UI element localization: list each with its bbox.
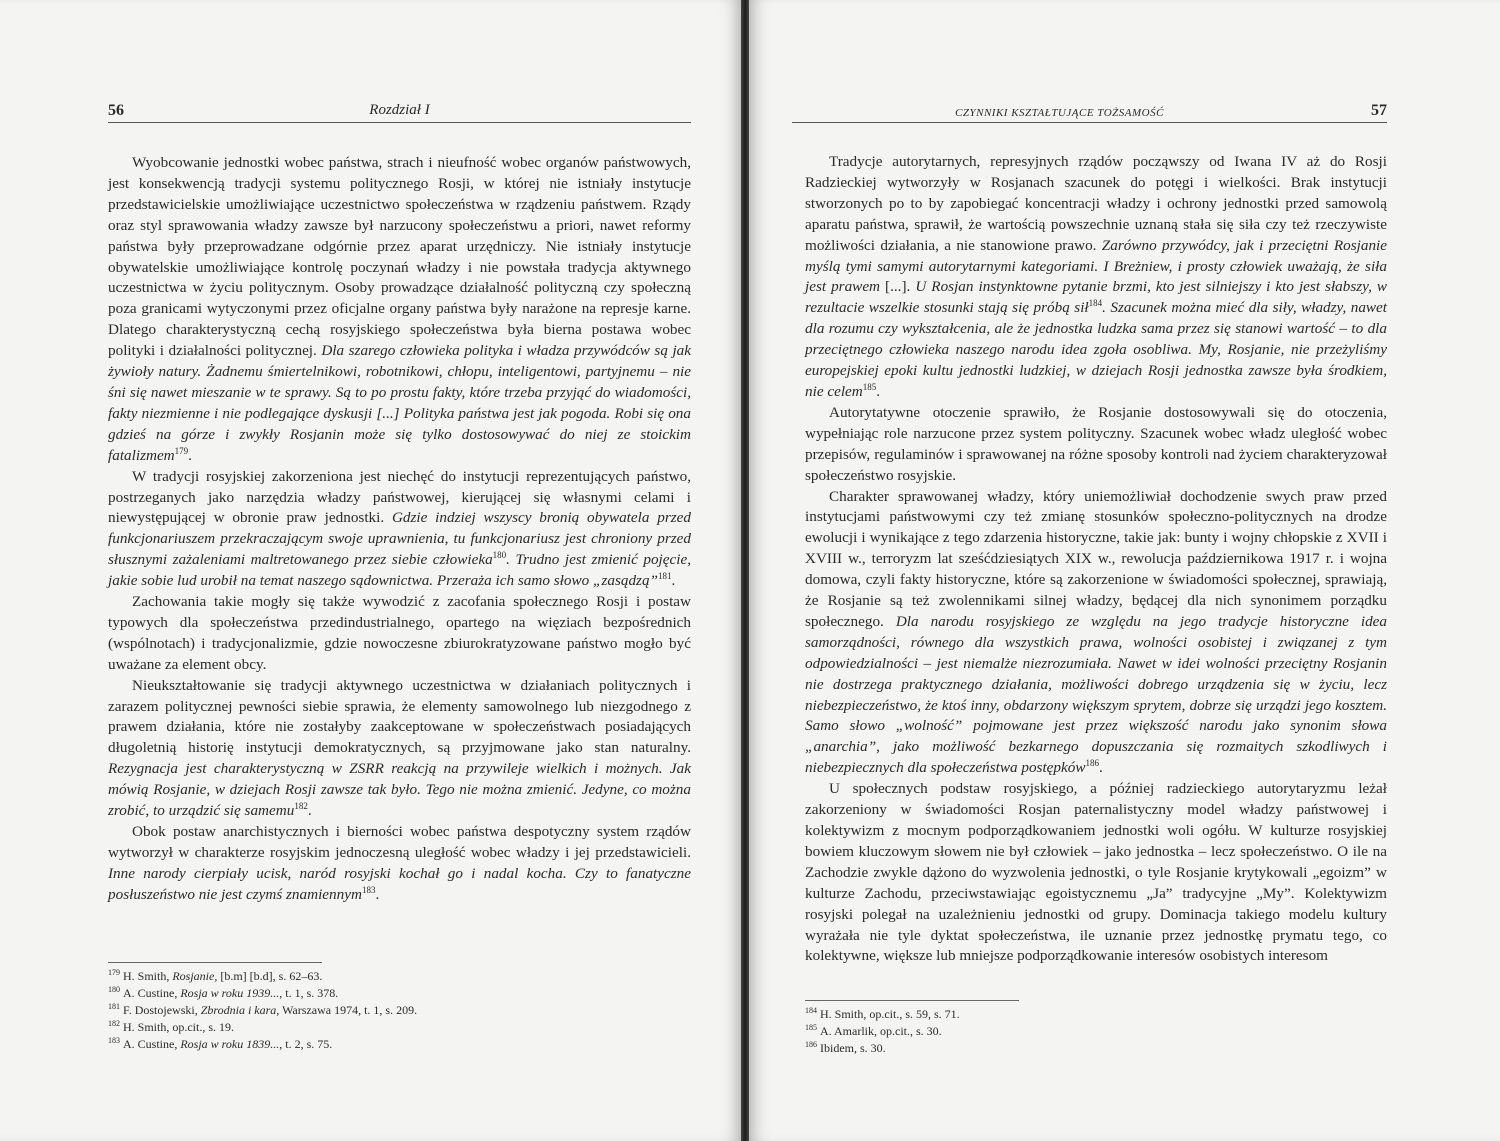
text-run: A. Amarlik, op.cit., s. 30. [820, 1023, 942, 1038]
left-footnote-rule [108, 962, 322, 963]
italic-quote-run: Dla szarego człowieka polityka i władza przywódców są jak żywioły natury. Żadnemu śmiertelnikowi, robotnikowi, chłopu, inteligentowi, partyjnemu – nie śni się nawet mieszanie w te sprawy. Są to po prostu fakty, które trzeba przyjąć do wiadomości, fakty niezmienne i nie podlegające dyskusji [...] Polityka państwa jest jak pogoda. Robi się ona gdzieś na górze i zwykły Rosjanin może się tylko dostosowywać do niej ze stoickim fatalizmem [108, 342, 691, 464]
book-spine [741, 0, 749, 1141]
right-running-head: CZYNNIKI KSZTAŁTUJĄCE TOŻSAMOŚĆ [955, 107, 1164, 119]
text-run: . [188, 446, 192, 464]
italic-quote-run: U Rosjan instynktowne pytanie brzmi, kto jest silniejszy i kto jest słabszy, w rezultacie wszelkie stosunki stają się próbą sił [805, 278, 1387, 317]
text-run: , t. 2, s. 75. [279, 1036, 333, 1051]
footnote-ref: 181 [108, 1001, 120, 1011]
footnote-ref: 184 [1088, 298, 1103, 309]
text-run: Tradycje autorytarnych, represyjnych rządów począwszy od Iwana IV aż do Rosji Radzieckiej wytworzyły w Rosjanach szacunek do potęgi i wielkości. Brak instytucji stworzonych po to by zapobiegać koncentracji władzy i ochrony jednostki przed samowolą aparatu państwa, sprawił, że wartością powszechnie uznaną stała się siła czy też rzeczywiste możliwości działania, a nie stanowione prawo. [805, 153, 1387, 254]
italic-quote-run: . Szacunek można mieć dla siły, władzy, nawet dla rozumu czy wykształcenia, ale że jednostka ludzka sama przez się stanowi wartość – to dla przeciętnego człowieka naszego narodu idea zgoła osobliwa. My, Rosjanie, nie przeżyliśmy europejskiej epoki kultu jednostki ludzkiej, w dziejach Rosji jednostka zawsze była środkiem, nie celem [805, 299, 1388, 400]
footnote [805, 1006, 1387, 1023]
text-run: . [876, 382, 881, 400]
italic-quote-run: Zbrodnia i kara [200, 1002, 277, 1017]
footnote-ref: 185 [862, 381, 877, 392]
text-run: H. Smith, op.cit., s. 59, s. 71. [820, 1007, 960, 1021]
italic-quote-run: Rosja w roku 1839... [180, 1036, 280, 1051]
right-footnotes [805, 1006, 1387, 1057]
footnote [108, 1036, 691, 1053]
paragraph [805, 487, 1387, 780]
paragraph [805, 779, 1387, 967]
text-run: . [375, 885, 380, 903]
text-run: Ibidem, s. 30. [820, 1040, 886, 1055]
italic-quote-run: Rosjanie [172, 969, 215, 983]
footnote-ref: 186 [1085, 758, 1099, 769]
paragraph [108, 822, 691, 906]
footnote [805, 1040, 1387, 1057]
footnote [108, 968, 691, 985]
text-run: , [b.m] [b.d], s. 62–63. [214, 969, 323, 983]
paragraph [108, 592, 691, 676]
italic-quote-run: Rezygnacja jest charakterystyczną w ZSRR reakcją na przywileje wielkich i możnych. Jak mówią Rosjanie, w dziejach Rosji zawsze tak było. Tego nie można zmienić. Jedyne, co można zrobić, to urządzić się samemu [108, 760, 691, 820]
right-page-number: 57 [1371, 102, 1387, 119]
right-page-header [792, 100, 1387, 123]
footnote-ref: 182 [108, 1018, 120, 1028]
text-run: Zachowania takie mogły się także wywodzić z zacofania społecznego Rosji i postaw typowych dla społeczeństwa przedindustrialnego, opartego na więziach bezpośrednich (wspólnotach) i tradycjonalizmie, gdzie nowoczesne zbiurokratyzowane państwo mogło być uważane za element obcy. [108, 593, 691, 673]
text-run: , Warszawa 1974, t. 1, s. 209. [276, 1002, 418, 1017]
italic-quote-run: Inne narody cierpiały ucisk, naród rosyjski kochał go i nadal kocha. Czy to fanatyczne posłuszeństwo nie jest czymś znamiennym [108, 864, 691, 903]
left-page-header [108, 100, 691, 123]
text-run: H. Smith, op.cit., s. 19. [123, 1019, 235, 1034]
footnote [805, 1023, 1387, 1040]
paragraph [108, 467, 691, 592]
italic-quote-run: Rosja w roku 1939... [180, 985, 280, 1000]
footnote-ref: 184 [805, 1006, 817, 1015]
footnote [108, 1019, 691, 1036]
footnote [108, 1002, 691, 1019]
text-run: Nieukształtowanie się tradycji aktywnego uczestnictwa w działaniach politycznych i zarazem politycznej pewności siebie sprawia, że elementy samowolnego lub niezgodnego z prawem działania, które nie zostałyby zaakceptowane w społeczeństwach posiadających długoletnią historię instytucji demokratycznych, są przyjmowane jako stan naturalny. [108, 676, 691, 757]
footnote-ref: 181 [658, 571, 672, 582]
text-run: Obok postaw anarchistycznych i bierności wobec państwa despotyczny system rządów wytworzył w charakterze rosyjskim jednoczesną uległość wobec władzy i jej przedstawicieli. [108, 823, 691, 861]
footnote-ref: 182 [294, 801, 308, 812]
text-run: Charakter sprawowanej władzy, który uniemożliwiał dochodzenie swych praw przed instytucjami państwowymi czy też zmianę stosunków społeczno-politycznych na drodze ewolucji i wynikające z tego zdarzenia historyczne, takie jak: bunty i wojny chłopskie z XVII i XVIII w., terroryzm lat sześćdziesiątych XIX w., rewolucja październikowa 1917 r. i wojna domowa, czyli fakty historyczne, które są zakorzenione w świadomości społecznej, sprawiają, że Rosjanie są też zwolennikami silnej władzy, będącej dla nich synonimem porządku społecznego. [805, 487, 1387, 630]
left-page-body [108, 153, 691, 906]
footnote-ref: 179 [108, 968, 120, 977]
text-run: . [1099, 759, 1103, 777]
text-run: [...]. [880, 278, 916, 296]
footnote-ref: 186 [805, 1039, 817, 1049]
text-run: Wyobcowanie jednostki wobec państwa, strach i nieufność wobec organów państwowych, jest konsekwencją tradycji systemu politycznego Rosji, w której nie istniały instytucje przedstawicielskie umożliwiające uczestnictwo społeczeństwa w rządzeniu państwem. Rządy oraz styl sprawowania władzy zawsze był narzucony społeczeństwu a priori, nawet reformy państwa były przeprowadzane odgórnie przez aparat urzędniczy. Nie istniały instytucje obywatelskie umożliwiające kontrolę poczynań władzy i nie powstała tradycja aktywnego uczestnictwa w życiu politycznym. Osoby prowadzące działalność polityczną czy społeczną poza granicami wytyczonymi przez oficjalne organy państwa były narażone na represje karne. Dlatego charakterystyczną cechą rosyjskiego społeczeństwa była bierna postawa wobec polityki i działalności politycznej. [108, 154, 691, 360]
left-page-number: 56 [108, 102, 124, 119]
right-page-body [805, 152, 1387, 967]
paragraph [805, 152, 1387, 403]
text-run: , t. 1, s. 378. [279, 985, 339, 1000]
footnote-ref: 183 [361, 884, 376, 895]
text-run: A. Custine, [123, 1036, 181, 1051]
left-running-head: Rozdział I [369, 102, 430, 118]
text-run: F. Dostojewski, [123, 1002, 201, 1017]
paragraph [805, 403, 1387, 487]
left-footnotes [108, 968, 691, 1053]
footnote-ref: 183 [108, 1035, 120, 1045]
italic-quote-run: . Trudno jest zmienić pojęcie, jakie sobie lud urobił na temat naszego sądownictwa. Przeraża ich samo słowo „zasądzą” [108, 551, 691, 590]
footnote-ref: 179 [174, 445, 189, 456]
footnote-ref: 185 [805, 1022, 817, 1032]
right-page [749, 0, 1500, 1141]
italic-quote-run: Gdzie indziej wszyscy bronią obywatela przed funkcjonariuszem przekraczającym swoje uprawnienia, tu funkcjonariusz jest chroniony przed słusznymi zażaleniami maltretowanego przez siebie człowieka [108, 509, 691, 569]
text-run: U społecznych podstaw rosyjskiego, a później radzieckiego autorytaryzmu leżał zakorzeniony w świadomości Rosjan paternalistyczny model władzy państwowej i kolektywizm z mocnym podporządkowaniem jednostki woli ogółu. W kulturze rosyjskiej bowiem kluczowym słowem nie był człowiek – jako jednostka – lecz społeczeństwo. O ile na Zachodzie zwykle dążono do wyzwolenia jednostki, o tyle Rosjanie krytykowali „egoizm” w kulturze Zachodu, przeciwstawiając egoistycznemu „Ja” tradycyjne „My”. Kolektywizm rosyjski polegał na uzależnieniu jednostki od grupy. Dominacja takiego modelu kultury wyrażała nie tyle dyktat społeczeństwa, ile uznanie przez jednostkę prymatu tego, co kolektywne, większe lub mniejsze podporządkowanie interesów osobistych interesom [805, 780, 1387, 965]
left-page [0, 0, 741, 1141]
footnote-ref: 180 [492, 550, 507, 561]
footnote-ref: 180 [108, 984, 120, 994]
text-run: A. Custine, [123, 985, 181, 1000]
italic-quote-run: Dla narodu rosyjskiego ze względu na jego tradycje historyczne idea samorządności, równego dla wszystkich prawa, wolności osobistej i związanej z tym odpowiedzialności – jest niemalże niezrozumiała. Nawet w idei wolności przeciętny Rosjanin nie dostrzega praktycznego działania, możliwości dobrego urządzenia się w życiu, lecz niebezpieczeństwo, że ktoś inny, obdarzony większym sprytem, dobrze się urządzi jego kosztem. Samo słowo „wolność” pojmowane jest przez większość narodu jako synonim słowa „anarchia”, jako możliwość bezkarnego dopuszczania się rozmaitych szkodliwych i niebezpiecznych dla społeczeństwa postępków [805, 612, 1388, 777]
footnote [108, 985, 691, 1002]
paragraph [108, 676, 691, 822]
text-run: Autorytatywne otoczenie sprawiło, że Rosjanie dostosowywali się do otoczenia, wypełniając role narzucone przez system polityczny. Szacunek wobec władz uległość wobec przepisów, regulaminów i sprawowanej na różne sposoby kontroli nad życiem charakteryzował społeczeństwo rosyjskie. [805, 403, 1387, 484]
text-run: H. Smith, [123, 969, 173, 983]
right-footnote-rule [805, 1000, 1019, 1001]
italic-quote-run: Zarówno przywódcy, jak i przeciętni Rosjanie myślą tymi samymi autorytarnymi kategoriami. I Breżniew, i prosty człowiek uważają, że siła jest prawem [805, 236, 1387, 296]
text-run: W tradycji rosyjskiej zakorzeniona jest niechęć do instytucji reprezentujących państwo, postrzeganych jako narzędzia władzy państwowej, kierującej się własnymi celami i niewystępującej w obronie praw jednostki. [108, 467, 691, 527]
text-run: . [307, 802, 312, 820]
text-run: . [671, 572, 676, 590]
paragraph [108, 153, 691, 467]
